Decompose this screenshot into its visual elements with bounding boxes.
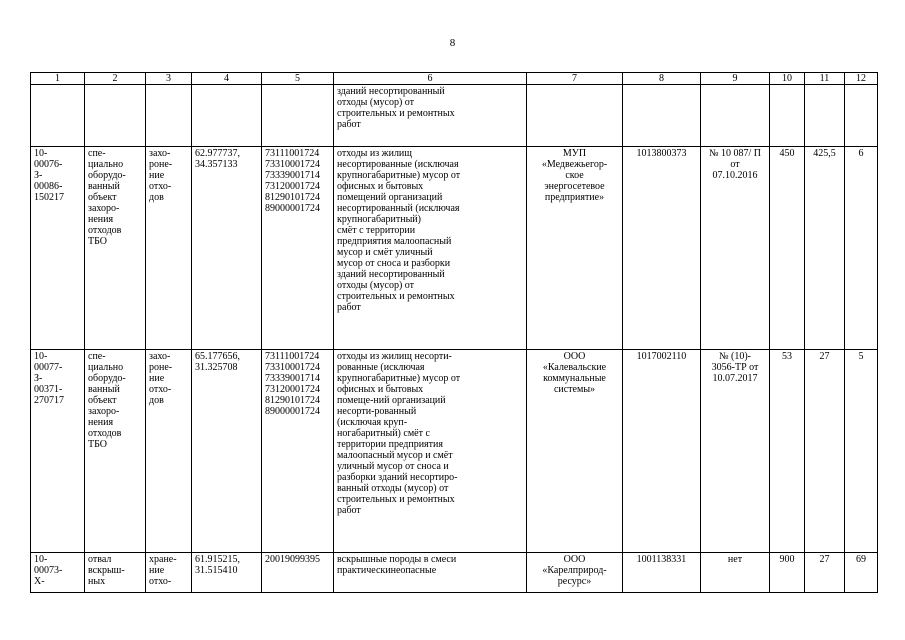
page-number: 8 [449,37,456,49]
waste-codes-line: 73111001724 [265,351,320,362]
object-id-line: 00077- [34,362,63,373]
coordinates-cell [192,147,262,350]
waste-codes-cell [262,553,334,593]
waste-description-line: крупногабаритные) мусор от [337,373,461,384]
waste-registry-table [30,72,878,593]
table-row [31,553,878,593]
waste-description-line: отходы из жилищ несорти- [337,351,452,362]
object-purpose-line: ние [149,373,165,384]
capacity-cell: 900 [770,553,805,593]
object-purpose-cell [146,147,192,350]
object-type-line: захоро- [88,406,120,417]
operator-line: «Карелприрод- [542,565,607,576]
capacity-cell: 53 [770,350,805,553]
operator-line: ское [565,170,584,181]
waste-codes-line: 73310001724 [265,159,320,170]
column-number-12: 12 [845,73,878,85]
column-number-row [31,73,878,85]
object-id-line: 10- [34,554,48,565]
waste-description-line: зданий несортированный [337,86,445,97]
operator-cell [527,350,623,553]
inn-cell [623,85,701,147]
waste-codes-cell [262,147,334,350]
object-purpose-line: роне- [149,362,173,373]
coordinates-line: 61.915215, [195,554,240,565]
waste-codes-line: 73339001714 [265,170,320,181]
object-type-cell [85,553,146,593]
operator-line: ООО [563,554,586,565]
license-line: 10.07.2017 [712,373,758,384]
object-purpose-line: захо- [149,351,171,362]
object-id-line: З- [34,373,43,384]
object-purpose-line: отхо- [149,384,172,395]
waste-description-line: помещений организаций [337,192,443,203]
operator-cell [527,147,623,350]
operator-line: МУП [562,148,587,159]
license-line: № 10 087/ П [708,148,762,159]
column-number-6: 6 [334,73,527,85]
license-cell [701,553,770,593]
capacity-cell [770,85,805,147]
license-cell [701,147,770,350]
column-number-7: 7 [527,73,623,85]
waste-description-line: строительных и ремонтных [337,291,455,302]
object-id-line: 00073- [34,565,63,576]
waste-description-line: вскрышные породы в смеси [337,554,457,565]
operator-cell [527,85,623,147]
waste-description-line: работ [337,302,361,313]
license-line: 07.10.2016 [712,170,758,181]
object-purpose-line: дов [149,395,164,406]
object-id-line: 00086- [34,181,63,192]
object-purpose-line: захо- [149,148,171,159]
area-cell: 27 [805,350,845,553]
waste-description-line: строительных и ремонтных [337,108,455,119]
waste-codes-line: 73120001724 [265,384,320,395]
object-id-line: 150217 [34,192,64,203]
waste-description-cell [334,553,527,593]
object-purpose-cell [146,553,192,593]
inn-cell: 1001138331 [623,553,701,593]
object-type-line: объект [88,395,117,406]
column-number-3: 3 [146,73,192,85]
waste-description-cell [334,350,527,553]
column-number-2: 2 [85,73,146,85]
inn-cell: 1017002110 [623,350,701,553]
coordinates-cell [192,350,262,553]
waste-codes-line: 89000001724 [265,406,320,417]
object-type-line: оборудо- [88,170,126,181]
object-purpose-line: хране- [149,554,177,565]
object-id-cell [31,553,85,593]
object-purpose-line: отхо- [149,181,172,192]
coordinates-cell [192,553,262,593]
coordinates-line: 31.325708 [195,362,238,373]
column-number-11: 11 [805,73,845,85]
distance-cell: 5 [845,350,878,553]
waste-description-line: помеще-ний организаций [337,395,446,406]
waste-description-line: работ [337,119,361,130]
waste-description-line: работ [337,505,361,516]
waste-description-line: отходы из жилищ [337,148,412,159]
object-purpose-line: ние [149,170,165,181]
license-line: нет [727,554,743,565]
object-id-line: Х- [34,576,45,587]
object-type-line: циально [88,362,124,373]
object-type-line: захоро- [88,203,120,214]
waste-description-line: предприятия малоопасный [337,236,452,247]
object-type-cell [85,147,146,350]
area-cell: 425,5 [805,147,845,350]
waste-codes-line: 73310001724 [265,362,320,373]
operator-line: коммунальные [543,373,606,384]
waste-codes-cell [262,350,334,553]
object-id-line: 10- [34,148,48,159]
waste-description-line: мусор от сноса и разборки [337,258,451,269]
object-type-line: ванный [88,181,120,192]
waste-description-line: смёт с территории [337,225,416,236]
waste-description-line: практическинеопасные [337,565,437,576]
object-type-line: вскрыш- [88,565,125,576]
operator-line: предприятие» [544,192,605,203]
object-type-cell [85,350,146,553]
waste-codes-line: 81290101724 [265,192,320,203]
waste-description-line: (исключая круп- [337,417,408,428]
operator-line: «Калевальские [542,362,607,373]
waste-description-line: строительных и ремонтных [337,494,455,505]
waste-codes-line: 81290101724 [265,395,320,406]
coordinates-line: 62.977737, [195,148,240,159]
table-row [31,85,878,147]
column-number-1: 1 [31,73,85,85]
operator-line: системы» [553,384,596,395]
waste-description-line: ванный отходы (мусор) от [337,483,449,494]
column-number-4: 4 [192,73,262,85]
waste-description-line: зданий несортированный [337,269,445,280]
object-type-line: ТБО [88,236,108,247]
object-type-line: спе- [88,148,106,159]
object-purpose-line: ние [149,565,165,576]
object-id-cell [31,147,85,350]
object-id-line: 00371- [34,384,63,395]
waste-codes-line: 73120001724 [265,181,320,192]
waste-description-line: малоопасный мусор и смёт [337,450,453,461]
object-type-line: спе- [88,351,106,362]
object-type-line: ТБО [88,439,108,450]
waste-description-line: мусор и смёт уличный [337,247,433,258]
object-type-line: нения [88,214,114,225]
waste-description-line: несортированные (исключая [337,159,459,170]
waste-description-cell [334,147,527,350]
object-type-line: отвал [88,554,112,565]
waste-codes-cell [262,85,334,147]
distance-cell: 69 [845,553,878,593]
object-id-cell [31,350,85,553]
license-cell [701,350,770,553]
waste-description-cell [334,85,527,147]
operator-line: ООО [563,351,586,362]
object-type-line: ных [88,576,106,587]
object-purpose-line: отхо- [149,576,172,587]
operator-line: «Медвежьегор- [541,159,608,170]
object-type-line: ванный [88,384,120,395]
column-number-10: 10 [770,73,805,85]
waste-codes-line: 73111001724 [265,148,320,159]
distance-cell: 6 [845,147,878,350]
waste-description-line: разборки зданий несортиро- [337,472,458,483]
waste-codes-line: 89000001724 [265,203,320,214]
table-row [31,350,878,553]
waste-description-line: крупногабаритные) мусор от [337,170,461,181]
object-id-line: З- [34,170,43,181]
waste-description-line: ногабаритный) смёт с [337,428,430,439]
waste-description-line: несорти-рованный [337,406,417,417]
license-line: от [730,159,740,170]
waste-description-line: офисных и бытовых [337,384,424,395]
waste-codes-line: 73339001714 [265,373,320,384]
waste-codes-line: 20019099395 [265,554,320,565]
column-number-5: 5 [262,73,334,85]
waste-description-line: уличный мусор от сноса и [337,461,449,472]
object-type-line: объект [88,192,117,203]
license-line: 3056-ТР от [711,362,759,373]
object-type-cell [85,85,146,147]
operator-line: энергосетевое [544,181,605,192]
table-row [31,147,878,350]
coordinates-cell [192,85,262,147]
object-purpose-line: дов [149,192,164,203]
object-purpose-cell [146,350,192,553]
object-type-line: отходов [88,225,122,236]
object-id-line: 00076- [34,159,63,170]
object-id-line: 10- [34,351,48,362]
object-type-line: отходов [88,428,122,439]
object-type-line: нения [88,417,114,428]
object-id-cell [31,85,85,147]
waste-description-line: территории предприятия [337,439,443,450]
distance-cell [845,85,878,147]
object-id-line: 270717 [34,395,64,406]
inn-cell: 1013800373 [623,147,701,350]
column-number-9: 9 [701,73,770,85]
operator-cell [527,553,623,593]
area-cell: 27 [805,553,845,593]
object-purpose-cell [146,85,192,147]
waste-description-line: несортированный (исключая [337,203,460,214]
waste-description-line: крупногабаритный) [337,214,421,225]
capacity-cell: 450 [770,147,805,350]
column-number-8: 8 [623,73,701,85]
waste-description-line: рованные (исключая [337,362,425,373]
coordinates-line: 31.515410 [195,565,238,576]
license-line: № (10)- [718,351,752,362]
area-cell [805,85,845,147]
waste-description-line: офисных и бытовых [337,181,424,192]
coordinates-line: 65.177656, [195,351,240,362]
object-type-line: циально [88,159,124,170]
object-type-line: оборудо- [88,373,126,384]
coordinates-line: 34.357133 [195,159,238,170]
waste-description-line: отходы (мусор) от [337,280,415,291]
object-purpose-line: роне- [149,159,173,170]
license-cell [701,85,770,147]
operator-line: ресурс» [557,576,592,587]
waste-description-line: отходы (мусор) от [337,97,415,108]
